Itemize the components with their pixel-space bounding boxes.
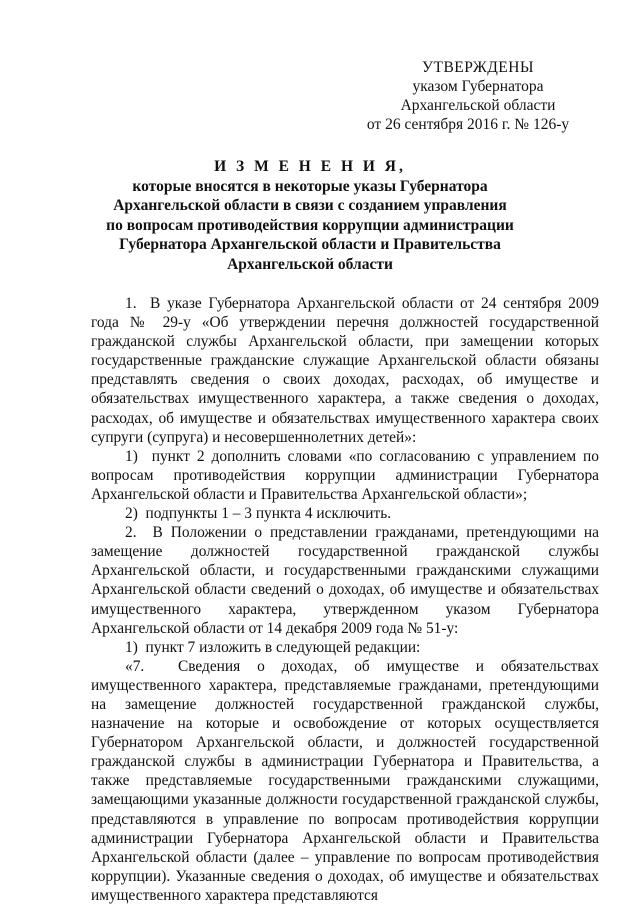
heading-line: которые вносятся в некоторые указы Губернатора — [132, 177, 488, 195]
paragraph-item-1: 1. В указе Губернатора Архангельской области от 24 сентября 2009 года № 29-у «Об утверждении перечня должностей государственной гражданской службы Архангельской области, при замещении которых государственные гражданские служащие Архангельской области обязаны представлять сведения о своих доходах, расходах, об имуществе и обязательствах имущественного характера, а также сведения о доходах, расходах, об имуществе и обязательствах имущественного характера своих супруги (супруга) и несовершеннолетних детей»: — [91, 295, 599, 446]
approval-line-region: Архангельской области — [400, 97, 556, 114]
approval-title: УТВЕРЖДЕНЫ — [422, 59, 534, 76]
approval-line-decree: указом Губернатора — [412, 78, 544, 95]
approval-line-date: от 26 сентября 2016 г. № 126-у — [366, 116, 570, 133]
paragraph-subitem-1-2: 2) подпункты 1 – 3 пункта 4 исключить. — [125, 505, 392, 523]
heading-line: Архангельской области — [227, 255, 393, 273]
paragraph-quoted-item-7: «7. Сведения о доходах, об имуществе и обязательствах имущественного характера, представляемые гражданами, претендующими на замещение должностей государственной гражданской службы, назначение на которые и освобождение от которых осуществляется Губернатором Архангельской области, и должностей государственной гражданской службы в администрации Губернатора и Правительства, а также представляемые государственными гражданскими служащими, замещающими указанные должности государственной гражданской службы, представляются в управление по вопросам противодействия коррупции администрации Губернатора Архангельской области и Правительства Архангельской области (далее – управление по вопросам противодействия коррупции). Указанные сведения о доходах, об имуществе и обязательствах имущественного характера представляются — [91, 657, 599, 904]
document-heading — [60, 157, 560, 274]
heading-line: Архангельской области в связи с созданием управления — [113, 197, 507, 214]
paragraph-subitem-2-1: 1) пункт 7 изложить в следующей редакции: — [125, 638, 421, 656]
document-body — [91, 294, 599, 905]
heading-title: И З М Е Н Е Н И Я, — [214, 158, 406, 175]
approval-stamp-block — [368, 58, 588, 134]
heading-line: Губернатора Архангельской области и Правительства — [119, 236, 501, 253]
paragraph-item-2: 2. В Положении о представлении гражданами, претендующими на замещение должностей государственной гражданской службы Архангельской области, и государственными гражданскими служащими Архангельской области сведений о доходах, об имуществе и обязательствах имущественного характера, утвержденном указом Губернатора Архангельской области от 14 декабря 2009 года № 51-у: — [91, 524, 599, 637]
heading-line: по вопросам противодействия коррупции администрации — [106, 216, 514, 234]
paragraph-subitem-1-1: 1) пункт 2 дополнить словами «по согласованию с управлением по вопросам противодействия коррупции администрации Губернатора Архангельской области и Правительства Архангельской области»; — [91, 447, 599, 503]
